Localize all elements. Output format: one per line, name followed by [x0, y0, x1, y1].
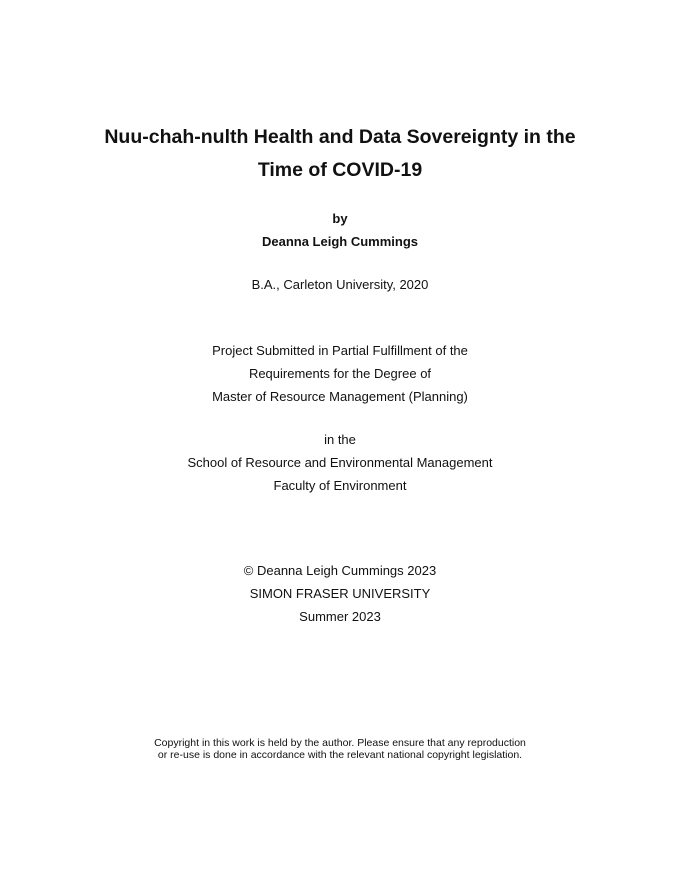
submission-line-2: Requirements for the Degree of — [248, 366, 432, 381]
thesis-title-line-1: Nuu-chah-nulth Health and Data Sovereignty in the — [104, 126, 576, 148]
term: Summer 2023 — [299, 609, 381, 624]
copyright-footer-line-1: Copyright in this work is held by the author. Please ensure that any reproduction — [154, 737, 526, 749]
thesis-title-line-2: Time of COVID-19 — [257, 159, 423, 181]
university-name: SIMON FRASER UNIVERSITY — [249, 586, 431, 601]
copyright-notice: © Deanna Leigh Cummings 2023 — [243, 563, 437, 578]
school-name: School of Resource and Environmental Management — [187, 455, 493, 470]
by-label: by — [332, 211, 348, 226]
prior-degree: B.A., Carleton University, 2020 — [251, 277, 429, 292]
degree-name: Master of Resource Management (Planning) — [212, 389, 468, 404]
copyright-footer-line-2: or re-use is done in accordance with the relevant national copyright legislation. — [157, 749, 523, 761]
author-name: Deanna Leigh Cummings — [261, 234, 419, 249]
in-the-label: in the — [324, 432, 356, 447]
faculty-name: Faculty of Environment — [273, 478, 407, 493]
submission-line-1: Project Submitted in Partial Fulfillment of the — [212, 343, 468, 358]
